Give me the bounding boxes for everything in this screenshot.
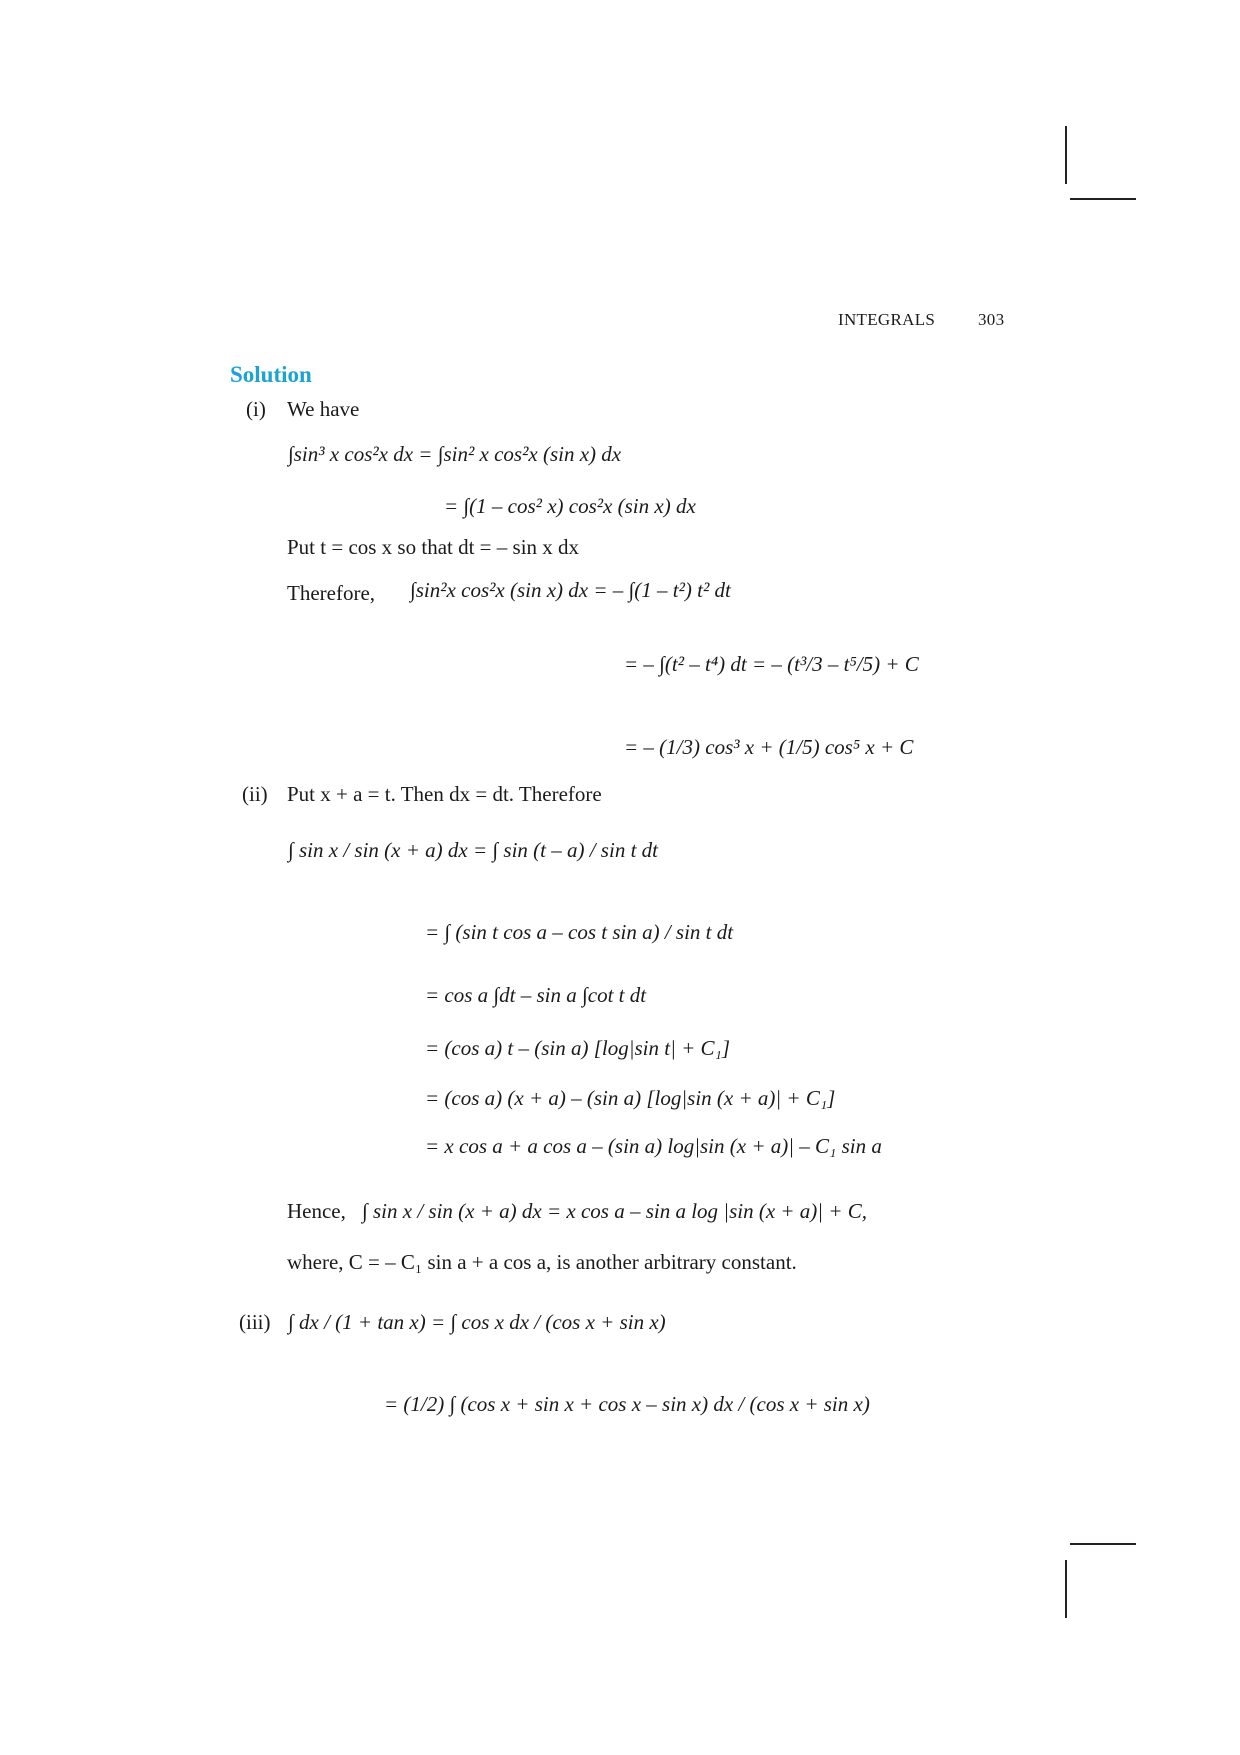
part-ii-equation-1: ∫ sin x / sin (x + a) dx = ∫ sin (t – a) / sin t dt xyxy=(288,838,658,862)
part-ii-equation-6: = x cos a + a cos a – (sin a) log|sin (x + a)| – C₁ sin a xyxy=(425,1134,882,1158)
part-ii-equation-4: = (cos a) t – (sin a) [log|sin t| + C₁] xyxy=(425,1036,731,1060)
part-iii-equation-1: ∫ dx / (1 + tan x) = ∫ cos x dx / (cos x + sin x) xyxy=(288,1310,666,1334)
part-ii-result: ∫ sin x / sin (x + a) dx = x cos a – sin a log |sin (x + a)| + C, xyxy=(362,1199,868,1223)
crop-mark-top-horizontal xyxy=(1070,198,1136,200)
part-i-equation-5: = – (1/3) cos³ x + (1/5) cos⁵ x + C xyxy=(624,735,914,759)
page-number: 303 xyxy=(978,310,1005,329)
part-i-equation-3: ∫sin²x cos²x (sin x) dx = – ∫(1 – t²) t² dt xyxy=(410,578,731,602)
part-i-intro: We have xyxy=(287,397,360,421)
part-i-equation-2: = ∫(1 – cos² x) cos²x (sin x) dx xyxy=(444,494,696,518)
crop-mark-bottom-horizontal xyxy=(1070,1543,1136,1545)
part-ii-label: (ii) xyxy=(242,782,268,806)
solution-heading: Solution xyxy=(230,362,312,387)
part-ii-intro: Put x + a = t. Then dx = dt. Therefore xyxy=(287,782,602,806)
part-ii-equation-3: = cos a ∫dt – sin a ∫cot t dt xyxy=(425,983,647,1007)
part-i-substitution: Put t = cos x so that dt = – sin x dx xyxy=(287,535,580,559)
part-iii-equation-2: = (1/2) ∫ (cos x + sin x + cos x – sin x) dx / (cos x + sin x) xyxy=(384,1392,870,1416)
part-i-equation-1: ∫sin³ x cos²x dx = ∫sin² x cos²x (sin x) dx xyxy=(288,442,622,466)
crop-mark-top-vertical xyxy=(1065,126,1067,184)
part-i-label: (i) xyxy=(246,397,266,421)
part-ii-hence: Hence, xyxy=(287,1199,346,1223)
part-ii-constant-note: where, C = – C₁ sin a + a cos a, is another arbitrary constant. xyxy=(287,1250,797,1274)
crop-mark-bottom-vertical xyxy=(1065,1560,1067,1618)
part-ii-equation-2: = ∫ (sin t cos a – cos t sin a) / sin t dt xyxy=(425,920,734,944)
part-iii-label: (iii) xyxy=(239,1310,271,1334)
part-ii-equation-5: = (cos a) (x + a) – (sin a) [log|sin (x + a)| + C₁] xyxy=(425,1086,836,1110)
running-header-section: INTEGRALS xyxy=(838,310,936,329)
part-i-therefore: Therefore, xyxy=(287,581,376,605)
part-i-equation-4: = – ∫(t² – t⁴) dt = – (t³/3 – t⁵/5) + C xyxy=(624,652,919,676)
